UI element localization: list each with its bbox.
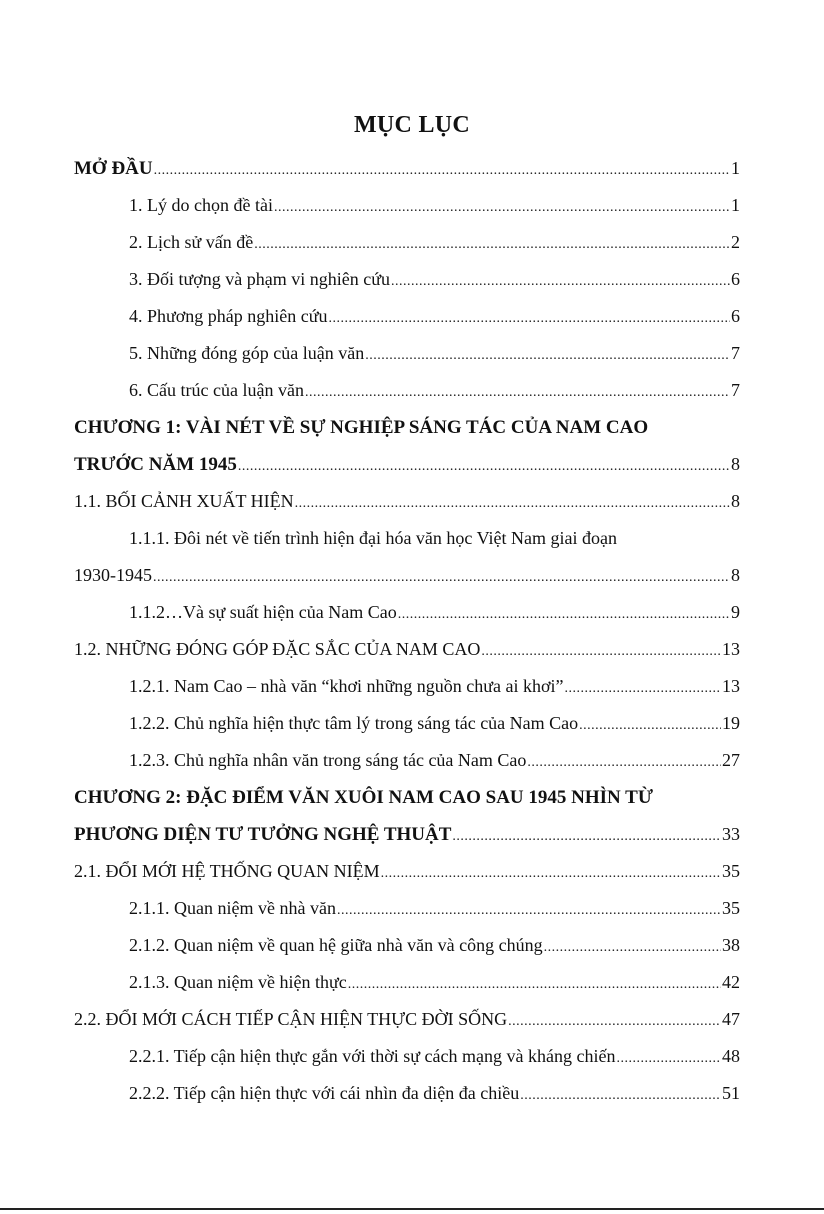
toc-entry-page: 47 [722,1009,740,1029]
toc-entry-page: 27 [722,750,740,770]
toc-entry[interactable] [74,187,740,224]
dot-leader [154,152,730,189]
dot-leader [295,485,730,522]
dot-leader [381,855,721,892]
toc-entry-text: 1.2.3. Chủ nghĩa nhân văn trong sáng tác của Nam Cao [129,750,527,770]
toc-entry[interactable] [74,261,740,298]
toc-entry[interactable] [74,520,740,557]
toc-entry-page: 1 [731,158,740,178]
table-of-contents [74,150,740,1112]
toc-entry-page: 9 [731,602,740,622]
toc-entry-text: 5. Những đóng góp của luận văn [129,343,365,363]
page-bottom-edge [0,1208,824,1210]
toc-chapter-heading[interactable] [74,409,740,446]
toc-entry-page: 8 [731,565,740,585]
toc-entry-text: 2.1. ĐỔI MỚI HỆ THỐNG QUAN NIỆM [74,861,380,881]
dot-leader [329,300,730,337]
toc-entry-text: 3. Đối tượng và phạm vi nghiên cứu [129,269,390,289]
toc-entry[interactable] [74,446,740,483]
dot-leader [254,226,730,263]
toc-entry-page: 35 [722,861,740,881]
toc-entry-page: 38 [722,935,740,955]
dot-leader [337,892,721,929]
toc-chapter-heading[interactable] [74,779,740,816]
toc-entry-page: 7 [731,343,740,363]
toc-entry[interactable] [74,372,740,409]
toc-entry[interactable] [74,705,740,742]
toc-entry[interactable] [74,890,740,927]
dot-leader [579,707,721,744]
toc-entry[interactable] [74,927,740,964]
toc-entry[interactable] [74,668,740,705]
toc-entry-page: 2 [731,232,740,252]
toc-entry-text: CHƯƠNG 2: ĐẶC ĐIỂM VĂN XUÔI NAM CAO SAU 1945 NHÌN TỪ [74,787,653,808]
dot-leader [153,559,730,596]
dot-leader [348,966,721,1003]
toc-entry-text: 1930-1945 [74,565,152,585]
dot-leader [544,929,721,966]
toc-entry[interactable] [74,335,740,372]
toc-entry[interactable] [74,964,740,1001]
toc-entry-page: 6 [731,306,740,326]
dot-leader [564,670,721,707]
toc-entry-page: 51 [722,1083,740,1103]
toc-entry-text: 4. Phương pháp nghiên cứu [129,306,328,326]
toc-entry-text: 2.2.1. Tiếp cận hiện thực gắn với thời sự cách mạng và kháng chiến [129,1046,616,1066]
toc-entry-text: 2.1.1. Quan niệm về nhà văn [129,898,336,918]
toc-entry[interactable] [74,150,740,187]
dot-leader [274,189,730,226]
toc-entry[interactable] [74,1001,740,1038]
toc-entry[interactable] [74,483,740,520]
toc-entry-text: TRƯỚC NĂM 1945 [74,454,237,475]
dot-leader [391,263,730,300]
toc-entry-page: 8 [731,454,740,474]
toc-entry-text: 1.1.1. Đôi nét về tiến trình hiện đại hóa văn học Việt Nam giai đoạn [129,528,617,548]
toc-entry-page: 33 [722,824,740,844]
toc-entry[interactable] [74,594,740,631]
dot-leader [616,1040,721,1077]
toc-entry-page: 19 [722,713,740,733]
toc-entry-text: 1.2. NHỮNG ĐÓNG GÓP ĐẶC SẮC CỦA NAM CAO [74,639,481,659]
toc-entry-page: 1 [731,195,740,215]
toc-entry-text: 1.2.1. Nam Cao – nhà văn “khơi những nguồn chưa ai khơi” [129,676,564,696]
page-title: MỤC LỤC [353,112,471,138]
toc-entry[interactable] [74,1075,740,1112]
toc-entry-page: 13 [722,639,740,659]
toc-entry-page: 42 [722,972,740,992]
toc-entry-text: 1.1. BỐI CẢNH XUẤT HIỆN [74,491,294,511]
toc-entry-text: 2.2.2. Tiếp cận hiện thực với cái nhìn đa diện đa chiều [129,1083,520,1103]
toc-entry-text: 1.2.2. Chủ nghĩa hiện thực tâm lý trong sáng tác của Nam Cao [129,713,579,733]
dot-leader [238,448,730,485]
toc-entry-page: 48 [722,1046,740,1066]
dot-leader [508,1003,721,1040]
toc-entry[interactable] [74,1038,740,1075]
toc-entry-page: 8 [731,491,740,511]
dot-leader [305,374,730,411]
toc-entry-page: 6 [731,269,740,289]
toc-entry[interactable] [74,742,740,779]
toc-entry[interactable] [74,816,740,853]
dot-leader [520,1077,721,1114]
dot-leader [527,744,721,781]
toc-entry[interactable] [74,853,740,890]
toc-entry-page: 13 [722,676,740,696]
toc-entry-text: 1.1.2…Và sự suất hiện của Nam Cao [129,602,397,622]
toc-entry-text: 2.1.2. Quan niệm về quan hệ giữa nhà văn và công chúng [129,935,543,955]
toc-entry-text: 2.1.3. Quan niệm về hiện thực [129,972,347,992]
toc-entry-page: 7 [731,380,740,400]
toc-entry[interactable] [74,224,740,261]
toc-entry-text: PHƯƠNG DIỆN TƯ TƯỞNG NGHỆ THUẬT [74,824,452,845]
dot-leader [481,633,721,670]
toc-entry[interactable] [74,557,740,594]
toc-entry[interactable] [74,631,740,668]
toc-entry-text: 2. Lịch sử vấn đề [129,232,254,252]
toc-entry-text: MỞ ĐẦU [74,158,153,179]
toc-entry-text: 6. Cấu trúc của luận văn [129,380,304,400]
toc-entry-text: 1. Lý do chọn đề tài [129,195,273,215]
toc-entry-page: 35 [722,898,740,918]
toc-entry-text: 2.2. ĐỔI MỚI CÁCH TIẾP CẬN HIỆN THỰC ĐỜI SỐNG [74,1009,508,1029]
dot-leader [365,337,730,374]
toc-entry-text: CHƯƠNG 1: VÀI NÉT VỀ SỰ NGHIỆP SÁNG TÁC CỦA NAM CAO [74,417,649,438]
toc-entry[interactable] [74,298,740,335]
dot-leader [452,818,721,855]
dot-leader [398,596,730,633]
